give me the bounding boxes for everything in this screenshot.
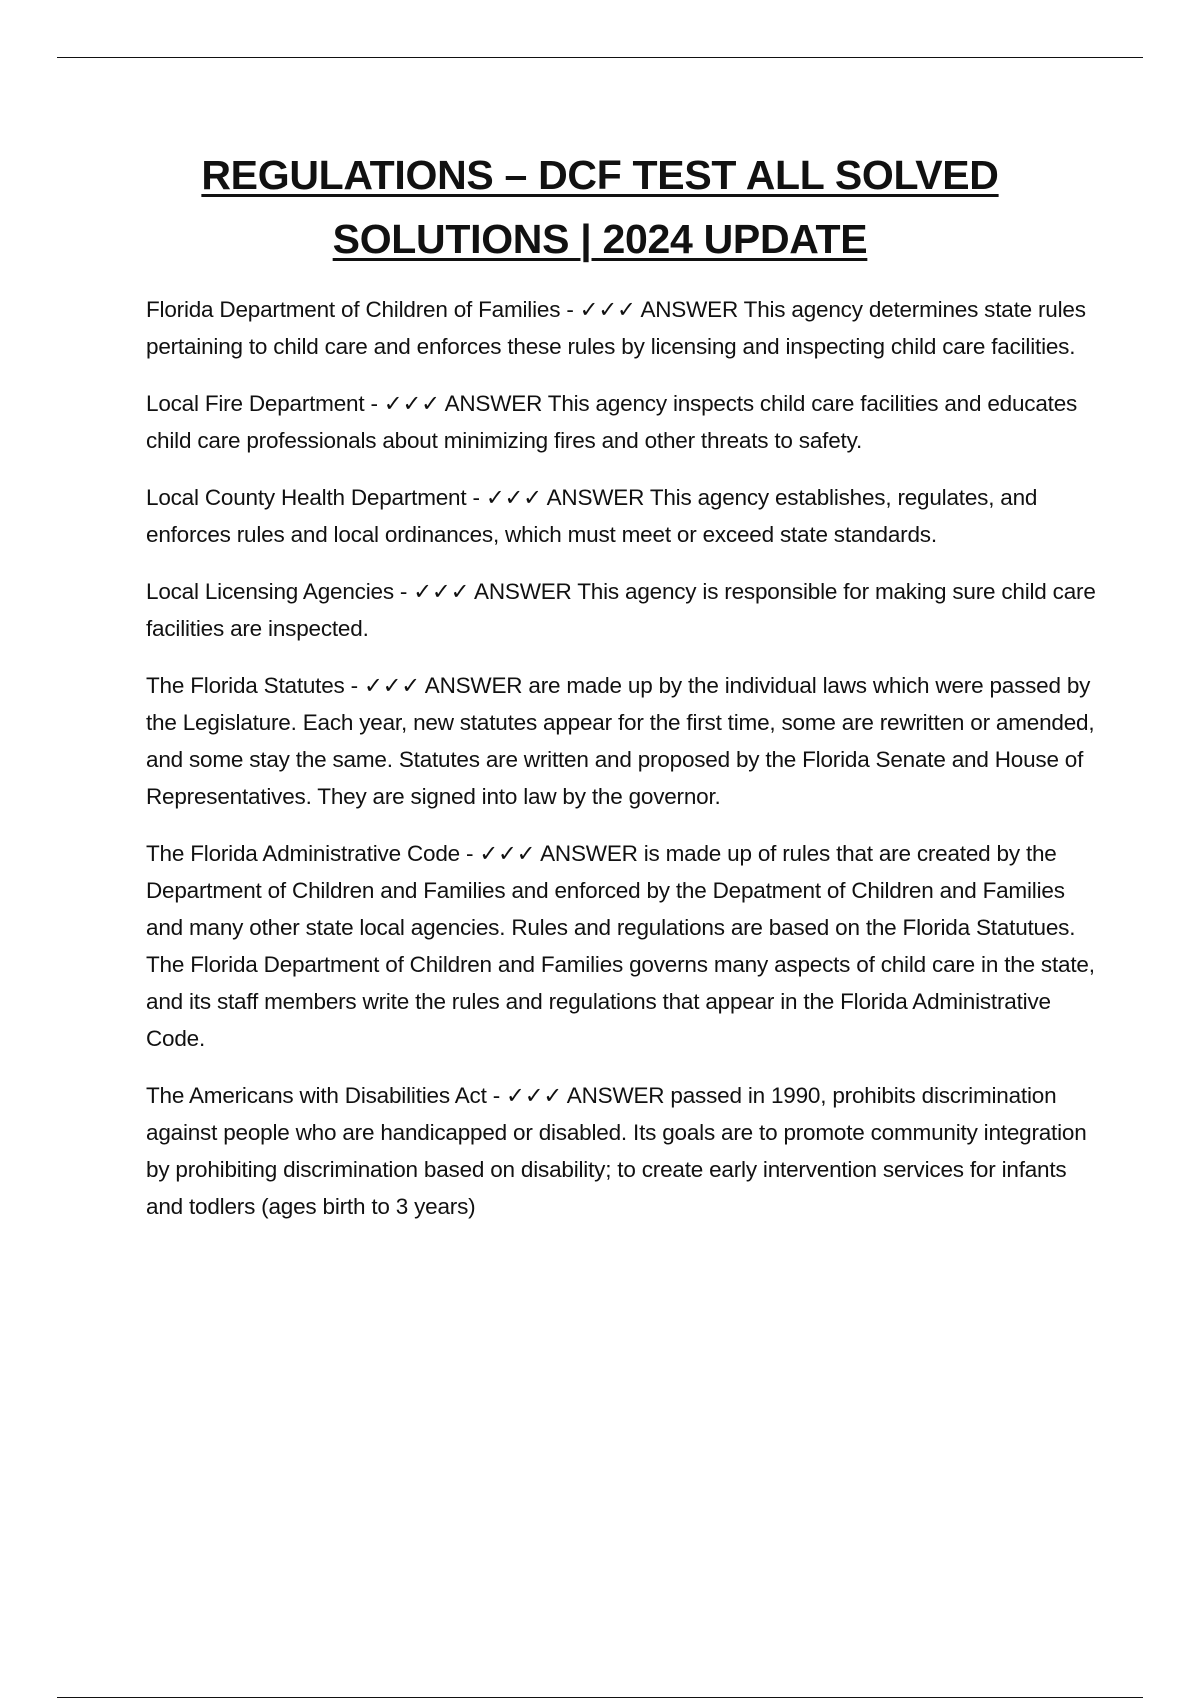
qa-term: Local Licensing Agencies <box>146 579 394 604</box>
qa-term: The Florida Administrative Code <box>146 841 460 866</box>
qa-answer: This agency inspects child care facilities and educates child care professionals about minimizing fires and other threats to safety. <box>146 391 1078 453</box>
qa-answer: is made up of rules that are created by the Department of Children and Families and enforced by the Depatment of Children and Families and many other state local agencies. Rules and regulations are based on the Florida Statutues. The Florida Department of Children and Families governs many aspects of child care in the state, and its staff members write the rules and regulations that appear in the Florida Administrative Code. <box>146 841 1095 1051</box>
qa-term: Local Fire Department <box>146 391 365 416</box>
answer-marker: - ✓✓✓ ANSWER <box>486 1083 671 1108</box>
qa-term: The Americans with Disabilities Act <box>146 1083 487 1108</box>
bottom-rule <box>57 1697 1143 1698</box>
qa-term: Florida Department of Children of Families <box>146 297 561 322</box>
answer-marker: - ✓✓✓ ANSWER <box>459 841 644 866</box>
qa-entry <box>146 573 1096 647</box>
qa-answer: passed in 1990, prohibits discrimination against people who are handicapped or disabled. Its goals are to promote community integration by prohibiting discrimination based on disability; to create early intervention services for infants and todlers (ages birth to 3 years) <box>146 1083 1087 1219</box>
top-rule <box>57 57 1143 58</box>
qa-list <box>146 291 1096 1245</box>
answer-marker: - ✓✓✓ ANSWER <box>393 579 578 604</box>
qa-entry <box>146 1077 1096 1225</box>
document-title <box>130 143 1070 271</box>
qa-entry <box>146 385 1096 459</box>
qa-entry <box>146 835 1096 1057</box>
qa-term: Local County Health Department <box>146 485 467 510</box>
qa-answer: are made up by the individual laws which were passed by the Legislature. Each year, new statutes appear for the first time, some are rewritten or amended, and some stay the same. Statutes are written and proposed by the Florida Senate and House of Representatives. They are signed into law by the governor. <box>146 673 1095 809</box>
answer-marker: - ✓✓✓ ANSWER <box>344 673 529 698</box>
qa-entry <box>146 667 1096 815</box>
answer-marker: - ✓✓✓ ANSWER <box>560 297 744 322</box>
qa-answer: This agency is responsible for making sure child care facilities are inspected. <box>146 579 1096 641</box>
title-line-1: REGULATIONS – DCF TEST ALL SOLVED <box>201 152 999 198</box>
qa-answer: This agency establishes, regulates, and enforces rules and local ordinances, which must meet or exceed state standards. <box>146 485 1038 547</box>
qa-entry <box>146 291 1096 365</box>
qa-term: The Florida Statutes <box>146 673 345 698</box>
answer-marker: - ✓✓✓ ANSWER <box>364 391 548 416</box>
title-line-2: SOLUTIONS | 2024 UPDATE <box>332 216 868 262</box>
answer-marker: - ✓✓✓ ANSWER <box>466 485 650 510</box>
qa-answer: This agency determines state rules pertaining to child care and enforces these rules by licensing and inspecting child care facilities. <box>146 297 1086 359</box>
qa-entry <box>146 479 1096 553</box>
